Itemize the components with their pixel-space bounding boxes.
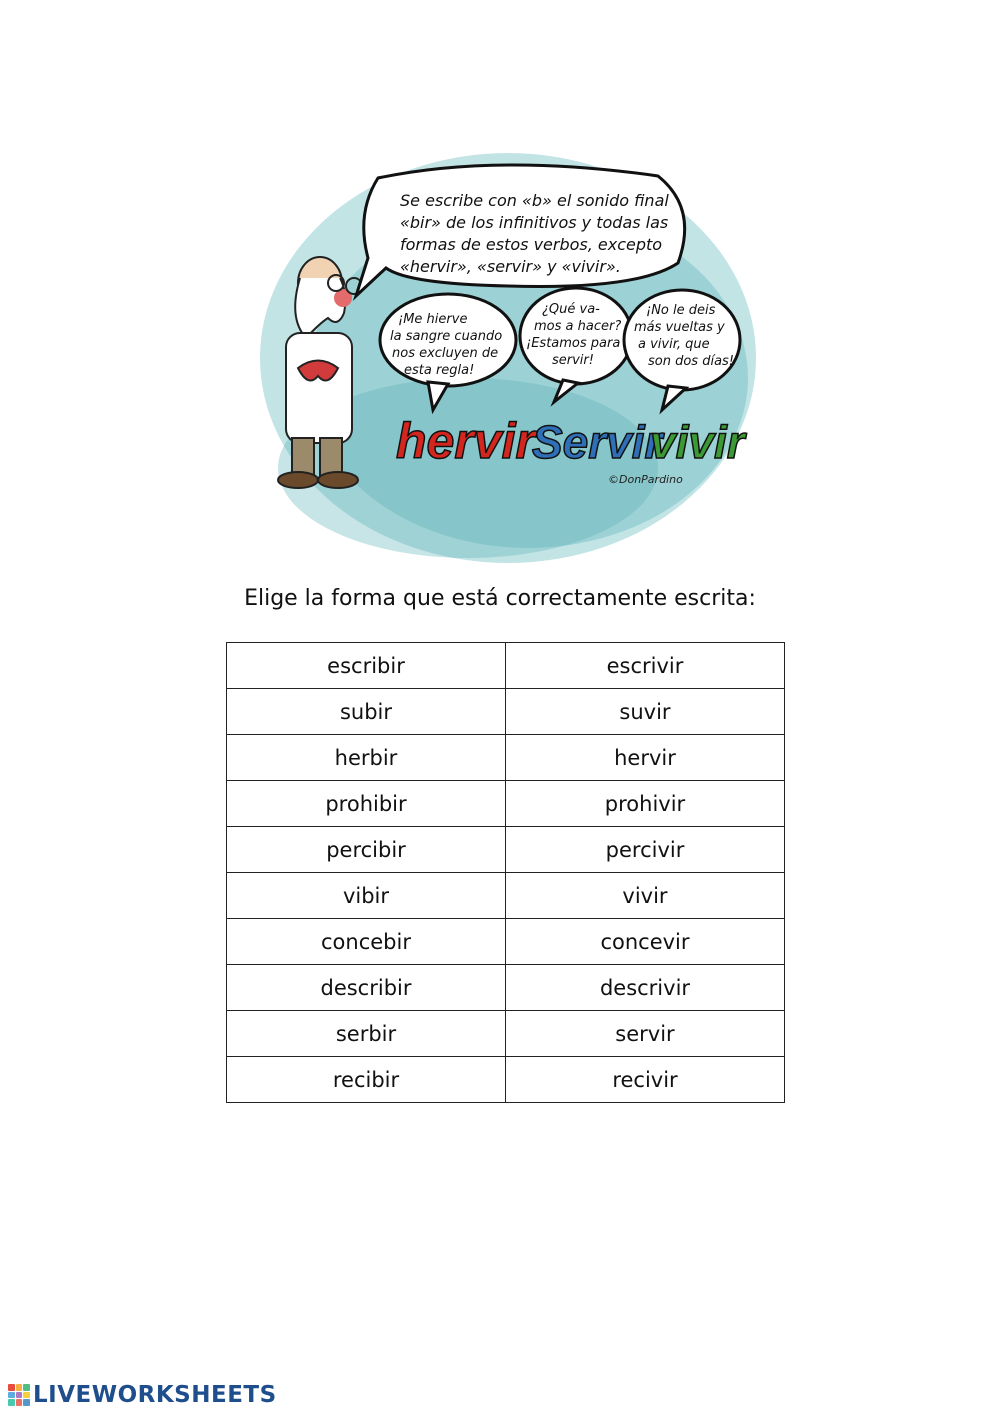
option-cell-left[interactable]: subir xyxy=(227,689,506,735)
word-hervir: hervir xyxy=(396,413,535,469)
servir-bubble-line-4: servir! xyxy=(552,353,594,368)
main-speech-bubble xyxy=(356,165,685,296)
main-bubble-line-3: formas de estos verbos, excepto xyxy=(400,235,663,254)
option-cell-left[interactable]: concebir xyxy=(227,919,506,965)
option-cell-right[interactable]: descrivir xyxy=(506,965,785,1011)
logo-grid-icon xyxy=(8,1384,30,1406)
vivir-bubble-line-3: a vivir, que xyxy=(638,337,710,352)
table-row xyxy=(227,873,785,919)
option-cell-right[interactable]: concevir xyxy=(506,919,785,965)
table-row xyxy=(227,689,785,735)
vivir-bubble-line-4: son dos días! xyxy=(648,354,735,369)
hervir-bubble-line-2: la sangre cuando xyxy=(390,329,503,344)
option-cell-left[interactable]: herbir xyxy=(227,735,506,781)
instruction-text: Elige la forma que está correctamente escrita: xyxy=(244,586,756,611)
hervir-bubble-line-3: nos excluyen de xyxy=(392,346,499,361)
table-row xyxy=(227,1011,785,1057)
option-cell-left[interactable]: escribir xyxy=(227,643,506,689)
main-bubble-line-4: «hervir», «servir» y «vivir». xyxy=(400,257,621,276)
comic-illustration xyxy=(258,118,758,570)
table-row xyxy=(227,781,785,827)
servir-bubble-line-3: ¡Estamos para xyxy=(526,336,621,351)
liveworksheets-logo[interactable] xyxy=(8,1380,277,1410)
option-cell-left[interactable]: recibir xyxy=(227,1057,506,1103)
option-cell-right[interactable]: suvir xyxy=(506,689,785,735)
word-vivir: vivir xyxy=(650,416,745,468)
option-cell-left[interactable]: serbir xyxy=(227,1011,506,1057)
option-cell-left[interactable]: describir xyxy=(227,965,506,1011)
logo-text: LIVEWORKSHEETS xyxy=(33,1382,277,1408)
servir-bubble-line-2: mos a hacer? xyxy=(534,319,622,334)
option-cell-right[interactable]: servir xyxy=(506,1011,785,1057)
table-row xyxy=(227,919,785,965)
option-cell-left[interactable]: prohibir xyxy=(227,781,506,827)
table-row xyxy=(227,827,785,873)
servir-bubble-line-1: ¿Qué va- xyxy=(542,302,600,317)
table-row xyxy=(227,965,785,1011)
option-cell-right[interactable]: escrivir xyxy=(506,643,785,689)
option-cell-left[interactable]: vibir xyxy=(227,873,506,919)
main-bubble-line-1: Se escribe con «b» el sonido final xyxy=(400,191,669,210)
table-row xyxy=(227,735,785,781)
word-servir: Servir xyxy=(532,416,663,468)
illustration-credit: ©DonPardino xyxy=(608,473,683,486)
option-cell-right[interactable]: vivir xyxy=(506,873,785,919)
vivir-bubble-line-2: más vueltas y xyxy=(634,320,725,335)
comic-svg xyxy=(258,118,758,570)
choices-table xyxy=(226,642,785,1103)
table-row xyxy=(227,1057,785,1103)
option-cell-right[interactable]: recivir xyxy=(506,1057,785,1103)
vivir-bubble-line-1: ¡No le deis xyxy=(646,303,716,318)
hervir-bubble-line-1: ¡Me hierve xyxy=(398,312,468,327)
option-cell-right[interactable]: percivir xyxy=(506,827,785,873)
hervir-bubble-line-4: esta regla! xyxy=(404,363,475,378)
main-bubble-line-2: «bir» de los infinitivos y todas las xyxy=(400,213,669,232)
option-cell-left[interactable]: percibir xyxy=(227,827,506,873)
table-row xyxy=(227,643,785,689)
option-cell-right[interactable]: hervir xyxy=(506,735,785,781)
option-cell-right[interactable]: prohivir xyxy=(506,781,785,827)
